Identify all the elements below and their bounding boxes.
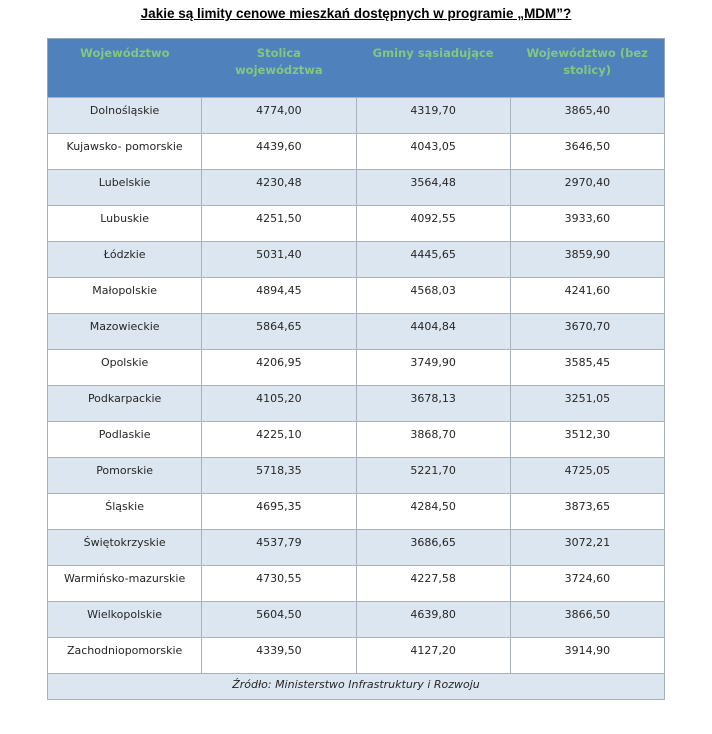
cell-name: Łódzkie: [48, 242, 202, 278]
column-header-bez-stolicy: Województwo (bez stolicy): [510, 39, 664, 98]
cell-rest: 3865,40: [510, 98, 664, 134]
cell-name: Świętokrzyskie: [48, 530, 202, 566]
column-header-stolica: Stolica województwa: [202, 39, 356, 98]
cell-neighboring: 4284,50: [356, 494, 510, 530]
table-body: [48, 98, 665, 674]
cell-name: Pomorskie: [48, 458, 202, 494]
cell-rest: 3670,70: [510, 314, 664, 350]
cell-rest: 3512,30: [510, 422, 664, 458]
cell-capital: 4251,50: [202, 206, 356, 242]
table-row: [48, 242, 665, 278]
cell-capital: 4439,60: [202, 134, 356, 170]
cell-name: Warmińsko-mazurskie: [48, 566, 202, 602]
column-header-gminy: Gminy sąsiadujące: [356, 39, 510, 98]
cell-capital: 4537,79: [202, 530, 356, 566]
price-limits-table: [47, 38, 665, 700]
cell-name: Dolnośląskie: [48, 98, 202, 134]
cell-rest: 3251,05: [510, 386, 664, 422]
cell-capital: 5718,35: [202, 458, 356, 494]
table-row: [48, 422, 665, 458]
table-row: [48, 602, 665, 638]
cell-rest: 2970,40: [510, 170, 664, 206]
cell-neighboring: 3564,48: [356, 170, 510, 206]
cell-name: Podkarpackie: [48, 386, 202, 422]
cell-neighboring: 3868,70: [356, 422, 510, 458]
cell-capital: 4695,35: [202, 494, 356, 530]
table-row: [48, 98, 665, 134]
cell-capital: 4105,20: [202, 386, 356, 422]
cell-rest: 4241,60: [510, 278, 664, 314]
cell-name: Kujawsko- pomorskie: [48, 134, 202, 170]
cell-neighboring: 3686,65: [356, 530, 510, 566]
cell-capital: 5031,40: [202, 242, 356, 278]
table-footer: [48, 674, 665, 700]
cell-capital: 4206,95: [202, 350, 356, 386]
table-row: [48, 134, 665, 170]
table-row: [48, 530, 665, 566]
cell-name: Lubuskie: [48, 206, 202, 242]
table-row: [48, 386, 665, 422]
cell-neighboring: 4043,05: [356, 134, 510, 170]
cell-rest: 3585,45: [510, 350, 664, 386]
cell-neighboring: 3678,13: [356, 386, 510, 422]
cell-capital: 4230,48: [202, 170, 356, 206]
table-row: [48, 350, 665, 386]
cell-neighboring: 4127,20: [356, 638, 510, 674]
cell-rest: 3873,65: [510, 494, 664, 530]
cell-rest: 3914,90: [510, 638, 664, 674]
cell-rest: 3072,21: [510, 530, 664, 566]
cell-capital: 4730,55: [202, 566, 356, 602]
cell-name: Opolskie: [48, 350, 202, 386]
table-row: [48, 566, 665, 602]
cell-name: Mazowieckie: [48, 314, 202, 350]
cell-name: Podlaskie: [48, 422, 202, 458]
cell-capital: 4225,10: [202, 422, 356, 458]
cell-neighboring: 3749,90: [356, 350, 510, 386]
cell-name: Śląskie: [48, 494, 202, 530]
cell-neighboring: 4568,03: [356, 278, 510, 314]
table-row: [48, 494, 665, 530]
table-row: [48, 170, 665, 206]
table-row: [48, 458, 665, 494]
cell-name: Małopolskie: [48, 278, 202, 314]
cell-capital: 5864,65: [202, 314, 356, 350]
cell-rest: 3866,50: [510, 602, 664, 638]
page-title: Jakie są limity cenowe mieszkań dostępnych w programie „MDM”?: [140, 6, 572, 21]
table-row: [48, 206, 665, 242]
cell-name: Zachodniopomorskie: [48, 638, 202, 674]
table-header: [48, 39, 665, 98]
cell-rest: 4725,05: [510, 458, 664, 494]
column-header-wojewodztwo: Województwo: [48, 39, 202, 98]
cell-neighboring: 4092,55: [356, 206, 510, 242]
table-row: [48, 278, 665, 314]
cell-neighboring: 4639,80: [356, 602, 510, 638]
header-row: [48, 39, 665, 98]
table-row: [48, 638, 665, 674]
cell-rest: 3859,90: [510, 242, 664, 278]
cell-neighboring: 4227,58: [356, 566, 510, 602]
cell-name: Lubelskie: [48, 170, 202, 206]
source-row: [48, 674, 665, 700]
cell-neighboring: 4319,70: [356, 98, 510, 134]
cell-rest: 3933,60: [510, 206, 664, 242]
cell-capital: 4339,50: [202, 638, 356, 674]
cell-rest: 3724,60: [510, 566, 664, 602]
cell-capital: 4894,45: [202, 278, 356, 314]
table-row: [48, 314, 665, 350]
cell-neighboring: 5221,70: [356, 458, 510, 494]
cell-capital: 4774,00: [202, 98, 356, 134]
cell-neighboring: 4404,84: [356, 314, 510, 350]
source-note: Źródło: Ministerstwo Infrastruktury i Rozwoju: [48, 674, 665, 700]
cell-capital: 5604,50: [202, 602, 356, 638]
cell-neighboring: 4445,65: [356, 242, 510, 278]
cell-name: Wielkopolskie: [48, 602, 202, 638]
cell-rest: 3646,50: [510, 134, 664, 170]
